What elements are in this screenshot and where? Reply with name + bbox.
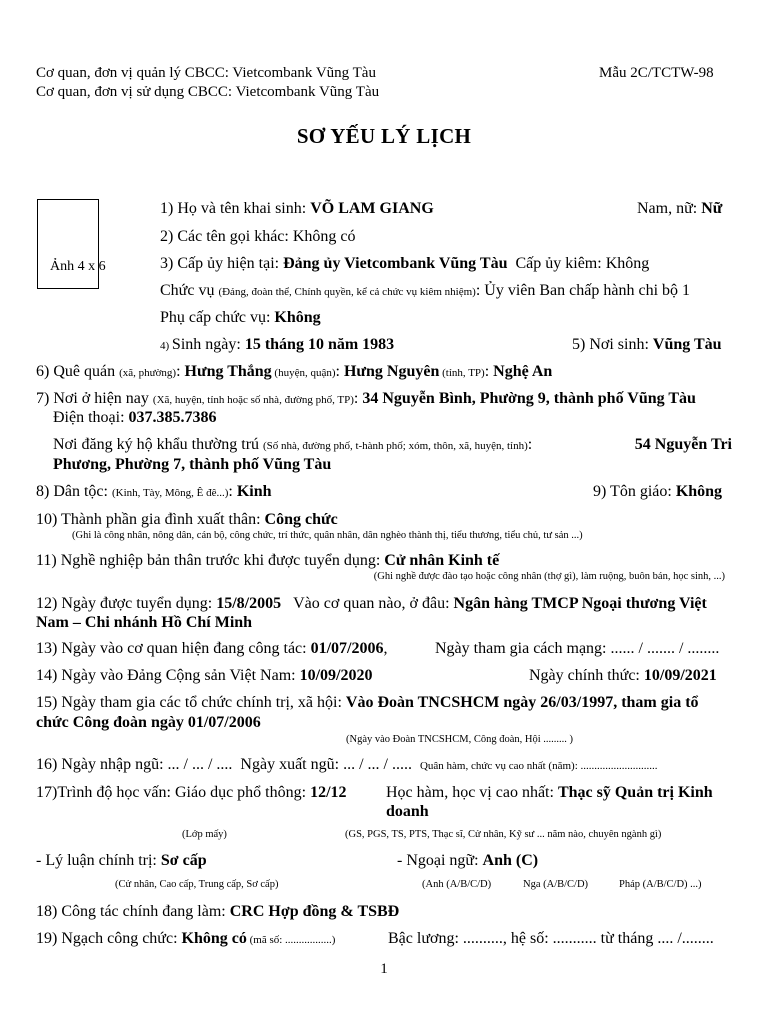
field-organizations: 15) Ngày tham gia các tổ chức chính trị, xã hội: Vào Đoàn TNCSHCM ngày 26/03/1997, tham gia tổ — [36, 694, 699, 711]
field-highest-degree: Học hàm, học vị cao nhất: Thạc sỹ Quản trị Kinh — [386, 784, 713, 801]
note-degree: (GS, PGS, TS, PTS, Thạc sĩ, Cử nhân, Kỹ sư ... năm nào, chuyên ngành gì) — [345, 829, 662, 840]
field-education: 17)Trình độ học vấn: Giáo dục phổ thông: 12/12 — [36, 784, 347, 801]
field-current-address: 7) Nơi ở hiện nay (Xã, huyện, tỉnh hoặc số nhà, đường phố, TP): 34 Nguyễn Bình, Phường 9, thành phố Vũng Tàu — [36, 390, 696, 407]
field-current-agency-date: 13) Ngày vào cơ quan hiện đang công tác: 01/07/2006, — [36, 640, 388, 657]
field-revolution-date: Ngày tham gia cách mạng: ...... / ....... / ........ — [435, 640, 720, 657]
field-permanent-address-value: 54 Nguyễn Tri — [634, 436, 732, 453]
field-hometown: 6) Quê quán (xã, phường): Hưng Thắng (huyện, quận): Hưng Nguyên (tỉnh, TP): Nghệ An — [36, 363, 553, 380]
field-prior-occupation: 11) Nghề nghiệp bản thân trước khi được tuyển dụng: Cử nhân Kinh tế — [36, 552, 500, 569]
photo-placeholder — [37, 199, 106, 289]
field-party-committee: 3) Cấp ủy hiện tại: Đảng ủy Vietcombank Vũng Tàu Cấp ủy kiêm: Không — [160, 255, 650, 272]
field-ethnicity: 8) Dân tộc: (Kinh, Tày, Mông, Ê đê...): Kinh — [36, 483, 272, 500]
page-number: 1 — [380, 961, 388, 977]
using-agency: Cơ quan, đơn vị sử dụng CBCC: Vietcombank Vũng Tàu — [36, 84, 380, 100]
field-foreign-language: - Ngoại ngữ: Anh (C) — [397, 852, 539, 869]
field-birth-name: 1) Họ và tên khai sinh: VÕ LAM GIANG — [160, 200, 434, 217]
field-birth-date: 4) Sinh ngày: 15 tháng 10 năm 1983 — [160, 336, 395, 353]
field-birth-place: 5) Nơi sinh: Vũng Tàu — [572, 336, 722, 353]
field-other-names: 2) Các tên gọi khác: Không có — [160, 228, 356, 245]
field-recruitment-cont: Nam – Chi nhánh Hồ Chí Minh — [36, 614, 253, 631]
field-political-theory: - Lý luận chính trị: Sơ cấp — [36, 852, 207, 869]
field-phone: Điện thoại: 037.385.7386 — [53, 409, 217, 426]
form-code: Mẫu 2C/TCTW-98 — [599, 65, 714, 81]
field-allowance: Phụ cấp chức vụ: Không — [160, 309, 321, 326]
note-grade: (Lớp mấy) — [182, 829, 227, 840]
field-recruitment: 12) Ngày được tuyển dụng: 15/8/2005 Vào cơ quan nào, ở đâu: Ngân hàng TMCP Ngoại thương Việt — [36, 595, 707, 612]
note-organizations: (Ngày vào Đoàn TNCSHCM, Công đoàn, Hội ......... ) — [346, 734, 574, 745]
note-language-russian: Nga (A/B/C/D) — [523, 879, 589, 890]
field-organizations-cont: chức Công đoàn ngày 01/07/2006 — [36, 714, 261, 731]
field-religion: 9) Tôn giáo: Không — [593, 483, 723, 500]
note-political-theory: (Cử nhân, Cao cấp, Trung cấp, Sơ cấp) — [115, 879, 279, 890]
field-position: Chức vụ (Đảng, đoàn thể, Chính quyền, kể cả chức vụ kiêm nhiệm): Ủy viên Ban chấp hành chi bộ 1 — [160, 282, 691, 299]
note-language-english: (Anh (A/B/C/D) — [422, 879, 492, 890]
managing-agency: Cơ quan, đơn vị quản lý CBCC: Vietcombank Vũng Tàu — [36, 65, 376, 81]
field-civil-service-rank: 19) Ngạch công chức: Không có (mã số: .................) — [36, 930, 336, 947]
field-sex: Nam, nữ: Nữ — [637, 200, 723, 217]
note-language-french: Pháp (A/B/C/D) ...) — [619, 879, 702, 890]
page-title: SƠ YẾU LÝ LỊCH — [296, 124, 472, 148]
field-highest-degree-cont: doanh — [386, 803, 429, 820]
field-party-join-date: 14) Ngày vào Đảng Cộng sản Việt Nam: 10/09/2020 — [36, 667, 373, 684]
field-permanent-address: Nơi đăng ký hộ khẩu thường trú (Số nhà, đường phố, t-hành phố; xóm, thôn, xã, huyện, tỉnh): — [53, 436, 533, 453]
note-family-background: (Ghi là công nhân, nông dân, cán bộ, công chức, trí thức, quân nhân, dân nghèo thành thị, tiểu thương, tiểu chủ, tư sản ...) — [72, 530, 583, 541]
note-prior-occupation: (Ghi nghề được đào tạo hoặc công nhân (thợ gì), làm ruộng, buôn bán, học sinh, ...) — [373, 571, 725, 582]
field-permanent-address-cont: Phương, Phường 7, thành phố Vũng Tàu — [53, 456, 332, 473]
field-family-background: 10) Thành phần gia đình xuất thân: Công chức — [36, 511, 338, 528]
field-salary-grade: Bậc lương: .........., hệ số: ........... từ tháng .... /........ — [388, 930, 714, 947]
photo-label: Ảnh 4 x 6 — [50, 259, 106, 274]
field-party-official-date: Ngày chính thức: 10/09/2021 — [529, 667, 717, 684]
field-military: 16) Ngày nhập ngũ: ... / ... / .... Ngày xuất ngũ: ... / ... / ..... Quân hàm, chức vụ cao nhất (năm): ............................ — [36, 756, 658, 773]
field-current-job: 18) Công tác chính đang làm: CRC Hợp đồng & TSBĐ — [36, 903, 400, 920]
